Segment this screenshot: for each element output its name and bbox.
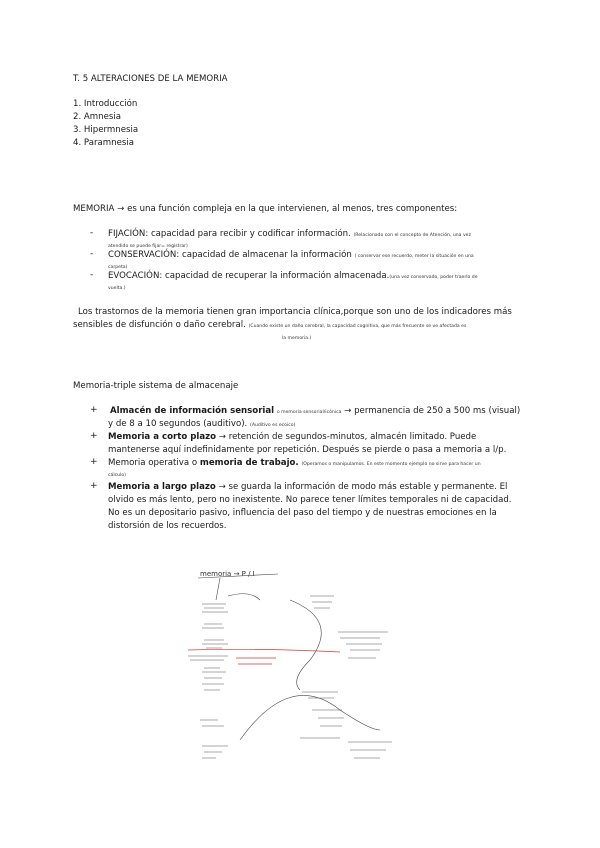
component-evocacion-note: vuelta.) [108, 286, 126, 291]
component-conservacion-note: carpeta) [108, 265, 128, 270]
document-title: T. 5 ALTERACIONES DE LA MEMORIA [73, 74, 228, 84]
item-largo-plazo-line-2: olvido es más lento, pero no inexistente. No parece tener límites temporales ni de capacidad. [108, 495, 512, 505]
component-evocacion: EVOCACIÓN: capacidad de recuperar la información almacenada.(una vez conservado, poder traerlo de [108, 271, 478, 281]
item-corto-plazo: Memoria a corto plazo → retención de segundos-minutos, almacén limitado. Puede [108, 432, 477, 442]
memoria-definition: MEMORIA → es una función compleja en la que intervienen, al menos, tres componentes: [73, 204, 458, 214]
bullet-plus: + [90, 457, 98, 467]
trastornos-line-2: sensibles de disfunción o daño cerebral. (Cuando existe un daño cerebral, la capacidad cognitiva, que más frecuente se ve afectada es [73, 320, 467, 330]
item-largo-plazo-line-3: No es un depositario pasivo, influencia del paso del tiempo y de nuestras emociones en la [108, 508, 497, 518]
handwritten-memory-sketch [180, 560, 420, 775]
sketch-caption: memoria → P / I [200, 570, 255, 578]
bullet-dash: - [90, 249, 94, 259]
item-sensorial-line-2: y de 8 a 10 segundos (auditivo). (Auditivo es ecoico) [108, 419, 296, 429]
sketch-connector [216, 578, 220, 600]
bullet-dash: - [90, 270, 94, 280]
bullet-plus: + [90, 431, 98, 441]
sketch-connector [228, 594, 260, 600]
sketch-red-annotation [188, 649, 340, 664]
triple-system-heading: Memoria-triple sistema de almacenaje [73, 381, 239, 391]
component-fijacion-note: atendido se puede fijar= registrar) [108, 244, 188, 249]
bullet-plus: + [90, 481, 98, 491]
component-fijacion: FIJACIÓN: capacidad para recibir y codificar información. (Relacionado con el concepto de Atención, una vez [108, 229, 471, 239]
toc-item-amnesia: 2. Amnesia [73, 112, 122, 122]
trastornos-line-1: Los trastornos de la memoria tienen gran importancia clínica,porque son uno de los indicadores más [78, 307, 512, 317]
bullet-plus: + [90, 405, 98, 415]
component-conservacion: CONSERVACIÓN: capacidad de almacenar la información ( conservar ese recuerdo, meter la situación en una [108, 250, 474, 260]
item-largo-plazo: Memoria a largo plazo → se guarda la información de modo más estable y permanente. El [108, 482, 508, 492]
sketch-right-notes [200, 596, 392, 758]
sketch-connector [290, 600, 321, 690]
item-memoria-trabajo-note: cálculo) [108, 473, 126, 478]
item-corto-plazo-line-2: mantenerse aquí indefinidamente por repetición. Después se pierde o pasa a memoria a l/p. [108, 445, 507, 455]
trastornos-note: la memoria.) [282, 336, 312, 341]
bullet-dash: - [90, 228, 94, 238]
sketch-loop-arrow [240, 695, 380, 740]
item-largo-plazo-line-4: distorsión de los recuerdos. [108, 521, 227, 531]
toc-item-hipermnesia: 3. Hipermnesia [73, 125, 139, 135]
item-memoria-trabajo: Memoria operativa o memoria de trabajo. (Operamos o manipulamos. En este momento ejemplo no sirve para hacer un [108, 458, 481, 468]
sketch-left-notes [188, 604, 228, 758]
toc-item-paramnesia: 4. Paramnesia [73, 138, 135, 148]
toc-item-introduccion: 1. Introducción [73, 99, 138, 109]
item-sensorial: Almacén de información sensorial o memoria sensorial/icónica → permanencia de 250 a 500 ms (visual) [110, 406, 521, 416]
